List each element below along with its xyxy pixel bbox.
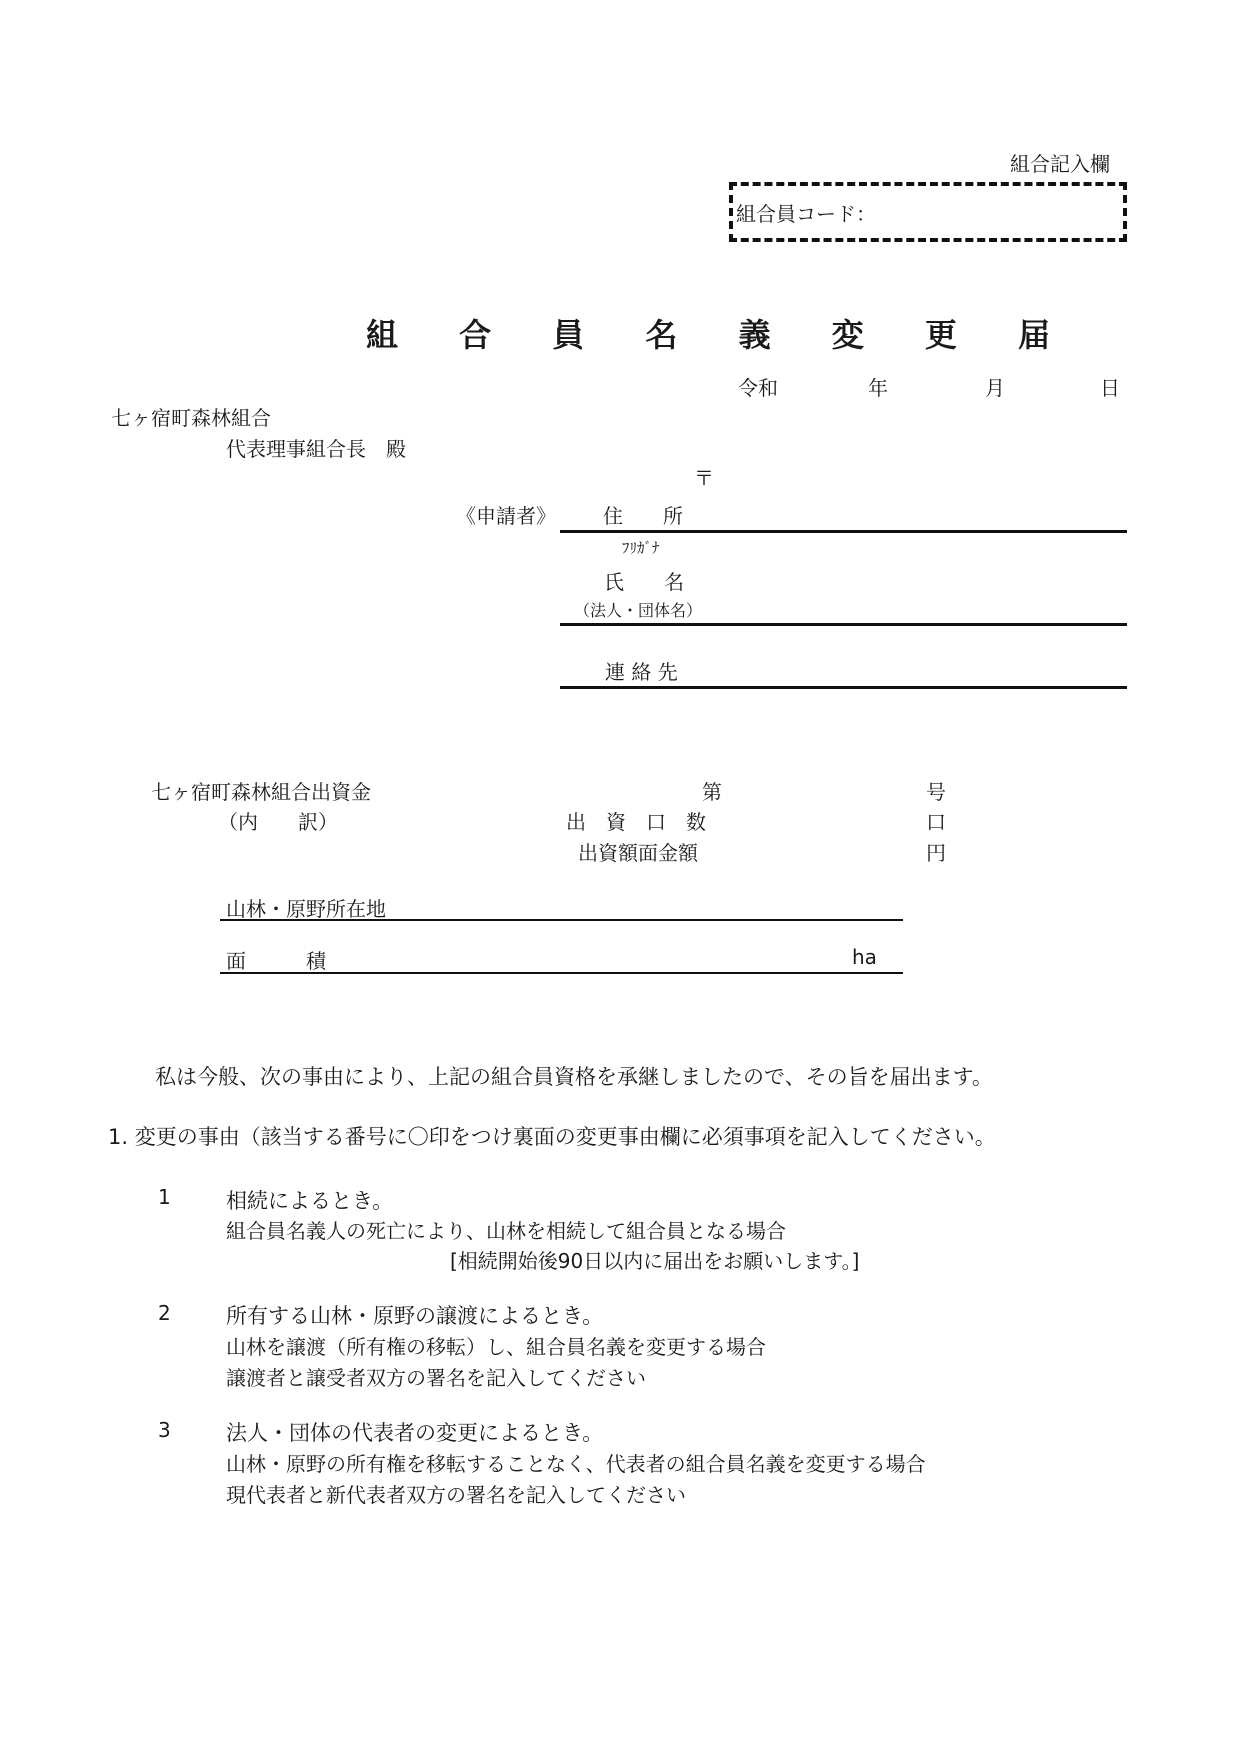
contact-label: 連 絡 先 xyxy=(605,660,678,684)
date-month: 月 xyxy=(985,376,1005,400)
reason-detail: 山林・原野の所有権を移転することなく、代表者の組合員名義を変更する場合 xyxy=(226,1452,926,1476)
reason-detail: 現代表者と新代表者双方の署名を記入してください xyxy=(226,1483,686,1507)
reason-note: [相続開始後90日以内に届出をお願いします。] xyxy=(450,1249,860,1273)
name-label: 氏 名 xyxy=(604,570,684,594)
amount-suffix: 円 xyxy=(926,841,946,865)
name-line[interactable] xyxy=(560,623,1127,626)
amount-label: 出資額面金額 xyxy=(578,841,698,865)
addressee-title: 代表理事組合長 殿 xyxy=(226,437,406,461)
reason-detail: 譲渡者と譲受者双方の署名を記入してください xyxy=(226,1366,646,1390)
address-line[interactable] xyxy=(560,530,1127,533)
units-label: 出 資 口 数 xyxy=(566,810,706,834)
reason-title: 所有する山林・原野の譲渡によるとき。 xyxy=(226,1304,604,1328)
reason-number: 3 xyxy=(158,1418,171,1442)
land-location-line[interactable] xyxy=(220,919,903,921)
units-suffix: 口 xyxy=(926,810,946,834)
date-era: 令和 xyxy=(738,376,778,400)
land-area-line[interactable] xyxy=(220,972,903,974)
reason-detail: 組合員名義人の死亡により、山林を相続して組合員となる場合 xyxy=(226,1219,786,1243)
contact-line[interactable] xyxy=(560,686,1127,689)
postal-mark: 〒 xyxy=(694,466,714,490)
date-year: 年 xyxy=(868,376,888,400)
addressee-org: 七ヶ宿町森林組合 xyxy=(111,406,271,430)
corp-name-label: （法人・団体名） xyxy=(574,601,703,620)
reason-number: 1 xyxy=(158,1185,171,1209)
applicant-section-label: 《申請者》 xyxy=(456,504,556,528)
furigana-label: ﾌﾘｶﾞﾅ xyxy=(622,539,660,557)
form-title: 組 合 員 名 義 変 更 届 xyxy=(366,316,1075,354)
land-area-label: 面 積 xyxy=(226,949,326,973)
investment-label: 七ヶ宿町森林組合出資金 xyxy=(151,780,371,804)
reason-title: 相続によるとき。 xyxy=(226,1189,394,1213)
reason-number: 2 xyxy=(158,1301,171,1325)
investment-number-prefix: 第 xyxy=(702,780,722,804)
office-use-label: 組合記入欄 xyxy=(1010,152,1110,176)
investment-number-suffix: 号 xyxy=(926,780,946,804)
member-code-label: 組合員コード： xyxy=(736,202,876,226)
date-day: 日 xyxy=(1100,376,1120,400)
land-location-label: 山林・原野所在地 xyxy=(226,897,386,921)
reason-detail: 山林を譲渡（所有権の移転）し、組合員名義を変更する場合 xyxy=(226,1335,766,1359)
reasons-heading: 1. 変更の事由（該当する番号に〇印をつけ裏面の変更事由欄に必須事項を記入してください。 xyxy=(108,1125,996,1149)
breakdown-label: （内 訳） xyxy=(218,810,338,834)
statement-text: 私は今般、次の事由により、上記の組合員資格を承継しましたので、その旨を届出ます。 xyxy=(155,1065,993,1089)
address-label: 住 所 xyxy=(603,504,683,528)
land-area-unit: ha xyxy=(852,945,877,969)
reason-title: 法人・団体の代表者の変更によるとき。 xyxy=(226,1421,604,1445)
